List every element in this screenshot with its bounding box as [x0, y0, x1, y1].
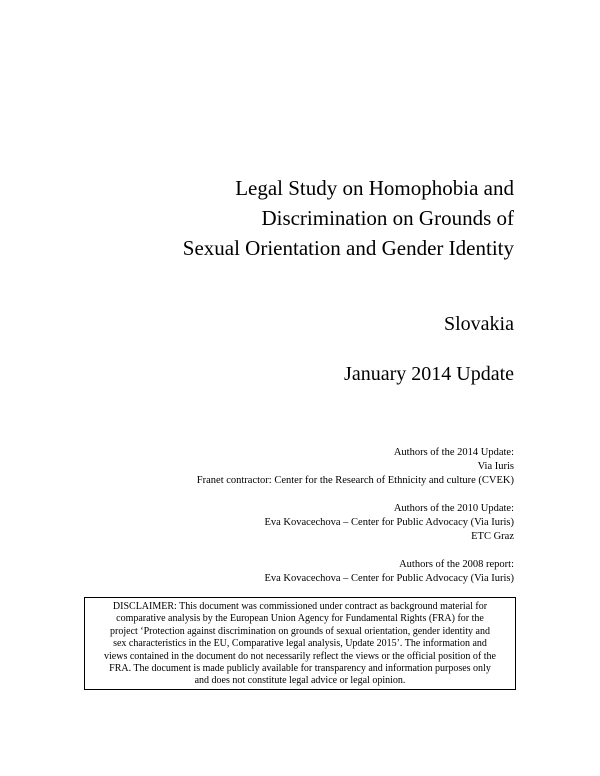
title-line-1: Legal Study on Homophobia and	[235, 176, 514, 200]
disclaimer-line-4: sex characteristics in the EU, Comparative legal analysis, Update 2015’. The information and	[113, 638, 487, 650]
disclaimer-line-3: project ‘Protection against discrimination on grounds of sexual orientation, gender identity and	[110, 625, 490, 637]
authors-2010-line-2: ETC Graz	[471, 531, 514, 542]
disclaimer-box	[84, 597, 516, 690]
disclaimer-line-6: FRA. The document is made publicly available for transparency and information purposes only	[109, 663, 491, 675]
disclaimer-line-5: views contained in the document do not necessarily reflect the views or the official position of the	[104, 650, 496, 662]
disclaimer-line-7: and does not constitute legal advice or legal opinion.	[194, 675, 406, 687]
authors-2008-line-1: Eva Kovacechova – Center for Public Advocacy (Via Iuris)	[264, 573, 514, 584]
country-name: Slovakia	[444, 313, 514, 335]
document-title	[183, 173, 514, 263]
disclaimer-line-1: DISCLAIMER: This document was commissioned under contract as background material for	[112, 601, 488, 612]
title-line-3: Sexual Orientation and Gender Identity	[182, 236, 514, 260]
authors-2014-heading: Authors of the 2014 Update:	[393, 447, 514, 458]
authors-2010-group	[197, 502, 514, 544]
authors-2010-line-1: Eva Kovacechova – Center for Public Advocacy (Via Iuris)	[264, 517, 514, 528]
authors-2014-line-1: Via Iuris	[477, 461, 514, 472]
authors-2014-group	[197, 446, 514, 488]
authors-2010-heading: Authors of the 2010 Update:	[393, 503, 514, 514]
title-line-2: Discrimination on Grounds of	[261, 206, 514, 230]
authors-2008-group	[197, 558, 514, 586]
disclaimer-line-2: comparative analysis by the European Union Agency for Fundamental Rights (FRA) for the	[116, 613, 484, 625]
authors-2014-line-2: Franet contractor: Center for the Research of Ethnicity and culture (CVEK)	[196, 475, 514, 486]
authors-2008-heading: Authors of the 2008 report:	[399, 559, 514, 570]
update-date: January 2014 Update	[344, 363, 514, 385]
authors-section	[197, 446, 514, 586]
